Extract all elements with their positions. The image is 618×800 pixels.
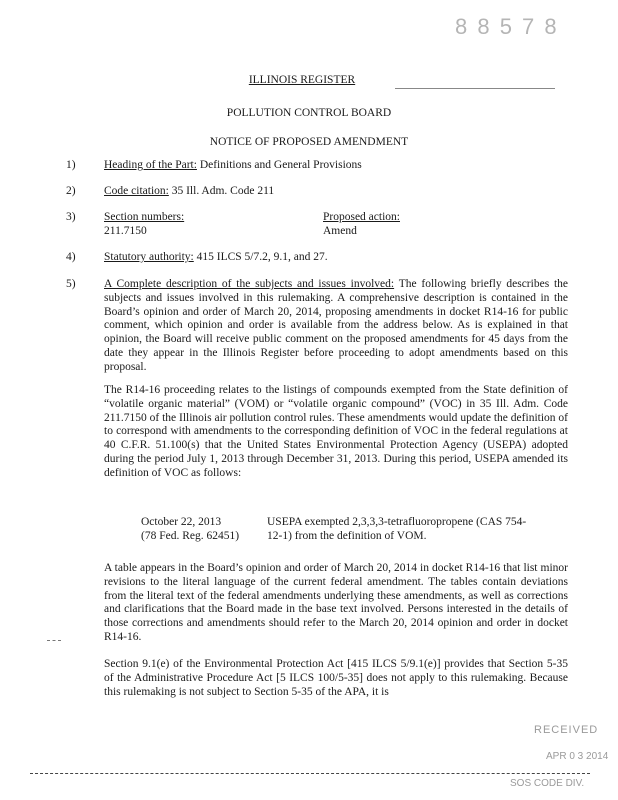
item-4	[104, 251, 328, 265]
item-1	[104, 159, 362, 173]
table-date-cell	[141, 516, 267, 544]
footer-rule	[30, 773, 590, 774]
table-date: October 22, 2013	[141, 516, 222, 528]
notice-title: NOTICE OF PROPOSED AMENDMENT	[209, 136, 409, 148]
paragraph-3: A table appears in the Board’s opinion and order of March 20, 2014 in docket R14-16 that list minor revisions to the literal language of the current federal amendment. The tables contain deviations from the literal text of the federal amendments underlying these amendments, as well as corrections and clarifications that the Board made in the base text involved. Persons interested in the details of those corrections and amendments should refer to the March 20, 2014 opinion and order in docket R14-16.	[104, 562, 568, 643]
received-label: RECEIVED	[534, 724, 599, 736]
received-footer: SOS CODE DIV.	[510, 778, 585, 789]
item-number: 5)	[66, 278, 76, 290]
register-title	[0, 74, 618, 88]
item-number: 4)	[66, 251, 76, 263]
register-title-text: ILLINOIS REGISTER	[248, 74, 356, 86]
item-label: A Complete description of the subjects and issues involved:	[104, 278, 395, 290]
item-2	[104, 185, 274, 199]
item-number: 1)	[66, 159, 76, 171]
item-label: Code citation:	[104, 185, 169, 197]
agency-title: POLLUTION CONTROL BOARD	[226, 107, 392, 119]
amendment-table	[141, 516, 561, 544]
item-number: 3)	[66, 211, 76, 223]
item-label: Statutory authority:	[104, 251, 194, 263]
item-5-paragraph-1	[104, 278, 568, 375]
margin-mark	[47, 640, 61, 641]
item-3-left	[104, 211, 184, 239]
table-fedreg: (78 Fed. Reg. 62451)	[141, 529, 240, 542]
item-label: Heading of the Part:	[104, 159, 197, 171]
header-rule	[395, 88, 555, 89]
item-value-2: Amend	[323, 224, 357, 237]
item-3-right	[323, 211, 400, 239]
paragraph-2: The R14-16 proceeding relates to the listings of compounds exempted from the State definition of “volatile organic material” (VOM) or “volatile organic compound” (VOC) in 35 Ill. Adm. Code 211.7150 of the Illinois air pollution control rules. These amendments would update the definition of to correspond with amendments to the corresponding definition of VOC in the federal regulations at 40 C.F.R. 51.100(s) that the United States Environmental Protection Agency (USEPA) adopted during the period July 1, 2013 through December 31, 2013. During this period, USEPA amended its definition of VOC as follows:	[104, 384, 568, 479]
received-stamp-number: 8 8 5 7 8	[455, 14, 559, 39]
table-action: USEPA exempted 2,3,3,3-tetrafluoropropene (CAS 754-12-1) from the definition of VOM.	[267, 516, 527, 542]
item-number: 2)	[66, 185, 76, 197]
item-value: 211.7150	[104, 224, 147, 237]
received-date: APR 0 3 2014	[546, 751, 609, 762]
item-label: Section numbers:	[104, 211, 185, 223]
item-value: 415 ILCS 5/7.2, 9.1, and 27.	[196, 251, 328, 263]
table-row	[141, 516, 561, 544]
paragraph-4: Section 9.1(e) of the Environmental Protection Act [415 ILCS 5/9.1(e)] provides that Section 5-35 of the Administrative Procedure Act [5 ILCS 100/5-35] does not apply to this rulemaking. Because this rulemaking is not subject to Section 5-35 of the APA, it is	[104, 658, 568, 698]
item-value: 35 Ill. Adm. Code 211	[171, 185, 275, 197]
paragraph-text: The following briefly describes the subjects and issues involved in this rulemaking. A comprehensive description is contained in the Board’s opinion and order of March 20, 2014, proposing amendments in docket R14-16 for public comment, which opinion and order is available from the address below. As is explained in that opinion, the Board will receive public comment on the proposed amendments for 45 days from the date they appear in the Illinois Register before proceeding to adopt amendments based on this proposal.	[104, 278, 569, 373]
item-value: Definitions and General Provisions	[199, 159, 362, 171]
item-label-2: Proposed action:	[323, 211, 400, 223]
